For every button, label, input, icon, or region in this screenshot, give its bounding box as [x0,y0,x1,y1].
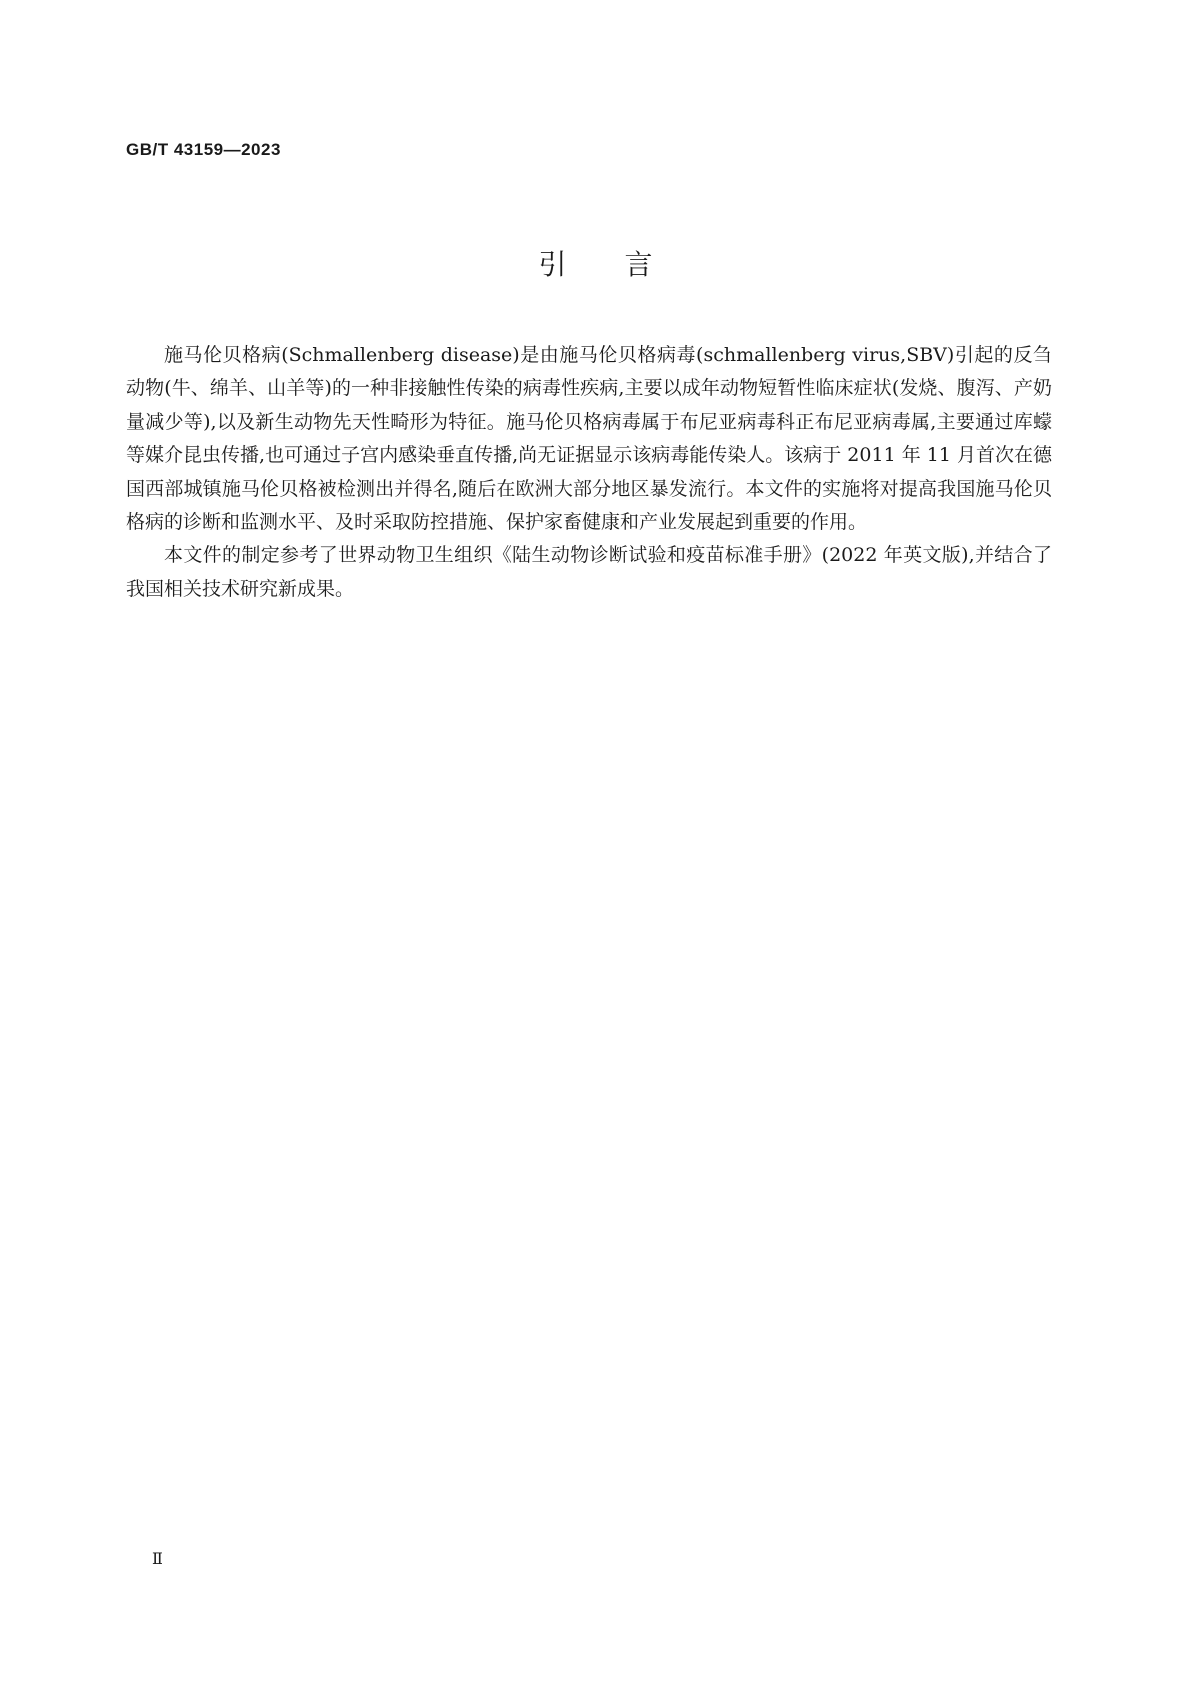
page-title [0,243,1191,283]
standard-code: GB/T 43159—2023 [126,140,281,159]
paragraph-1: 施马伦贝格病(Schmallenberg disease)是由施马伦贝格病毒(schmallenberg virus,SBV)引起的反刍动物(牛、绵羊、山羊等)的一种非接触性传染的病毒性疾病,主要以成年动物短暂性临床症状(发烧、腹泻、产奶量减少等),以及新生动物先天性畸形为特征。施马伦贝格病毒属于布尼亚病毒科正布尼亚病毒属,主要通过库蠓等媒介昆虫传播,也可通过子宫内感染垂直传播,尚无证据显示该病毒能传染人。该病于 2011 年 11 月首次在德国西部城镇施马伦贝格被检测出并得名,随后在欧洲大部分地区暴发流行。本文件的实施将对提高我国施马伦贝格病的诊断和监测水平、及时采取防控措施、保护家畜健康和产业发展起到重要的作用。 [126,344,1052,534]
title-char-2: 言 [624,248,653,281]
page-number: Ⅱ [152,1551,163,1568]
title-char-1: 引 [538,248,567,281]
introduction-body [126,339,1052,606]
paragraph-2: 本文件的制定参考了世界动物卫生组织《陆生动物诊断试验和疫苗标准手册》(2022 年英文版),并结合了我国相关技术研究新成果。 [126,544,1052,600]
